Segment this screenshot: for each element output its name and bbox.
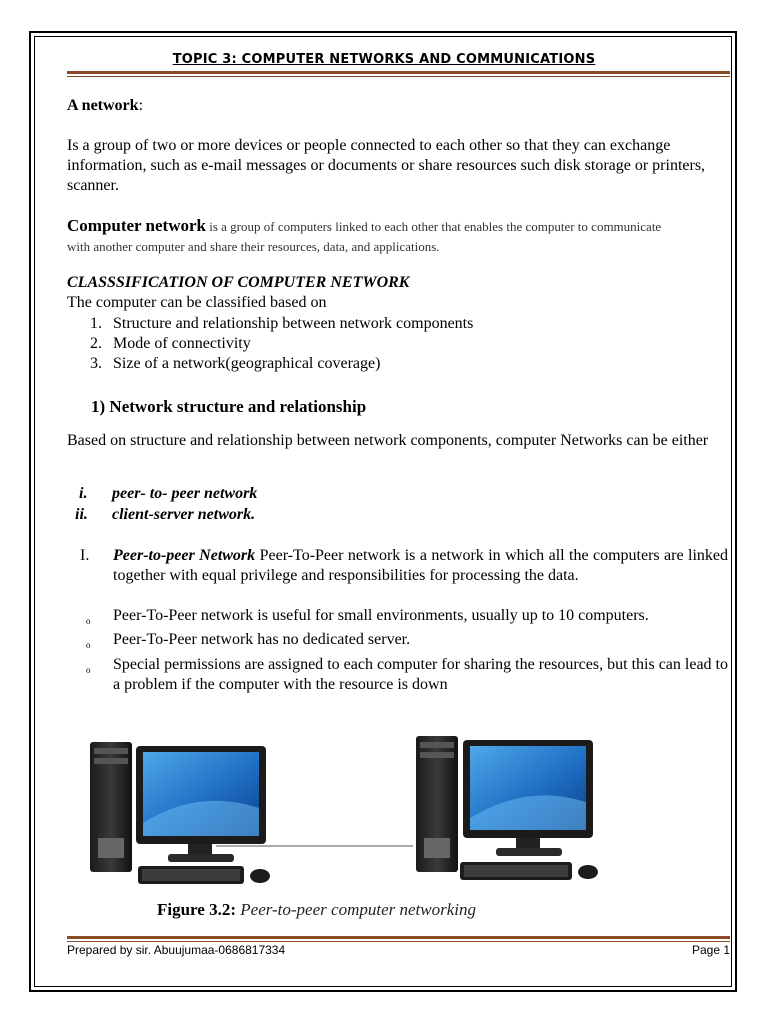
bullet-text: Peer-To-Peer network is useful for small environments, usually up to 10 computers. bbox=[113, 607, 649, 624]
list-item bbox=[86, 630, 728, 650]
peer-to-peer-figure bbox=[68, 728, 628, 928]
p2p-paragraph bbox=[113, 546, 728, 586]
list-item bbox=[86, 606, 728, 626]
computer-network-definition: is a group of computers linked to each other that enables the computer to communicate with another computer and share their resources, data, and applications. bbox=[67, 219, 662, 254]
footer-rule-thin bbox=[67, 941, 730, 942]
bullet-icon: o bbox=[86, 665, 91, 675]
p2p-number: I. bbox=[80, 547, 90, 564]
section1-intro: Based on structure and relationship between network components, computer Networks can be either bbox=[67, 432, 709, 449]
list-text: Size of a network(geographical coverage) bbox=[113, 355, 381, 372]
list-text: Mode of connectivity bbox=[113, 335, 251, 352]
type-text: peer- to- peer network bbox=[112, 485, 258, 502]
footer-rule bbox=[67, 936, 730, 939]
type-number: i. bbox=[79, 485, 88, 502]
type-number: ii. bbox=[75, 506, 88, 523]
bullet-icon: o bbox=[86, 640, 91, 650]
classification-intro: The computer can be classified based on bbox=[67, 294, 327, 311]
header-rule bbox=[67, 71, 730, 74]
network-definition: Is a group of two or more devices or people connected to each other so that they can exchange information, such as e-mail messages or documents or share resources such disk storage or printers, scanner. bbox=[67, 137, 706, 194]
list-number: 1. bbox=[90, 315, 102, 332]
figure-label: Figure 3.2: bbox=[157, 900, 237, 919]
p2p-definition: Peer-To-Peer network is a network in which all the computers are linked together with equal privilege and responsibilities for processing the data. bbox=[113, 547, 729, 584]
footer-author: Prepared by sir. Abuujumaa-0686817334 bbox=[67, 943, 286, 957]
network-heading-colon: : bbox=[138, 97, 144, 114]
type-text: client-server network. bbox=[112, 506, 256, 523]
page-number: Page 1 bbox=[692, 943, 731, 957]
classification-item bbox=[90, 354, 380, 374]
list-number: 2. bbox=[90, 335, 102, 352]
figure-caption bbox=[157, 900, 476, 920]
p2p-term: Peer-to-peer Network bbox=[113, 547, 256, 564]
computer-icon bbox=[90, 742, 270, 884]
bullet-icon: o bbox=[86, 616, 91, 626]
bullet-text: Special permissions are assigned to each computer for sharing the resources, but this can lead to a problem if the computer with the resource is down bbox=[113, 656, 728, 693]
list-item bbox=[86, 655, 728, 695]
classification-item bbox=[90, 334, 251, 354]
computer-icon bbox=[416, 736, 598, 880]
figure-caption-text: Peer-to-peer computer networking bbox=[236, 900, 476, 919]
network-heading: A network bbox=[67, 97, 139, 114]
computer-network-term: Computer network bbox=[67, 216, 206, 235]
computer-network-paragraph bbox=[67, 216, 687, 257]
page-title: TOPIC 3: COMPUTER NETWORKS AND COMMUNICATIONS bbox=[172, 52, 596, 67]
classification-item bbox=[90, 314, 473, 334]
section1-heading: 1) Network structure and relationship bbox=[91, 397, 367, 416]
list-text: Structure and relationship between network components bbox=[113, 315, 474, 332]
network-heading-line bbox=[67, 96, 730, 116]
list-number: 3. bbox=[90, 355, 102, 372]
bullet-text: Peer-To-Peer network has no dedicated server. bbox=[113, 631, 411, 648]
header-rule-thin bbox=[67, 76, 730, 77]
classification-heading: CLASSSIFICATION OF COMPUTER NETWORK bbox=[67, 274, 410, 291]
